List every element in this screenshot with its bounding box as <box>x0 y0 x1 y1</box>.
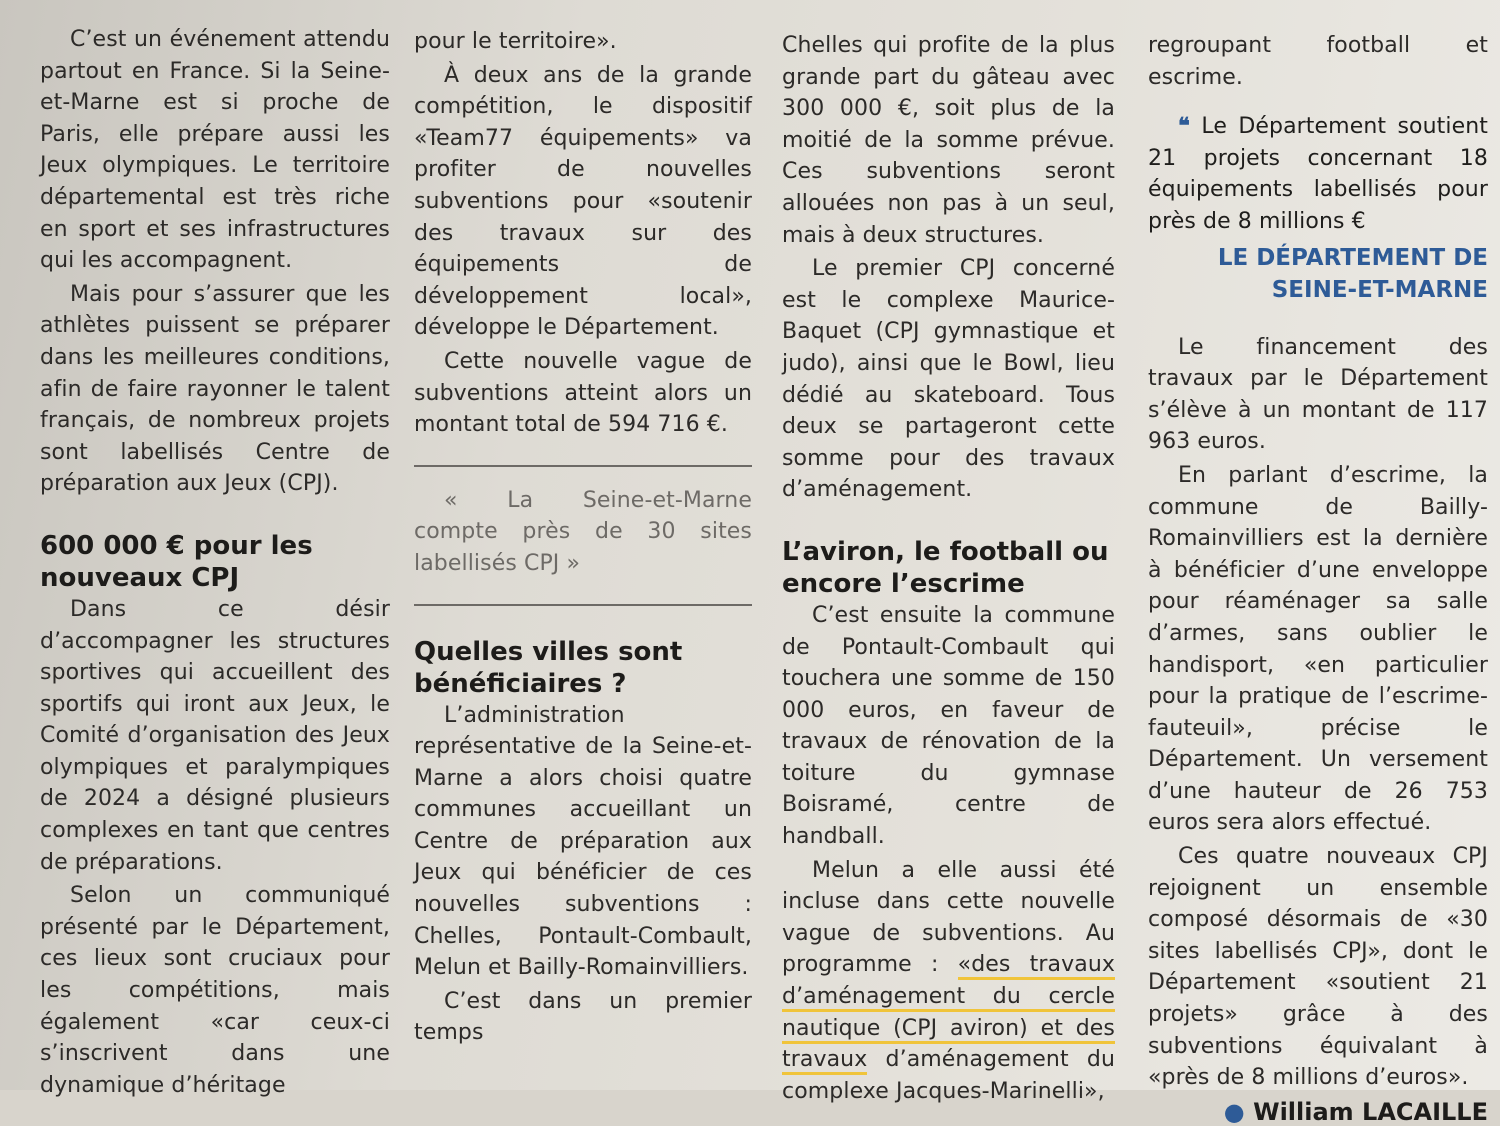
paragraph: En parlant d’escrime, la commune de Bailly-Romainvilliers est la dernière à bénéficier d’une enveloppe pour réaménager sa salle d’armes, sans oublier le handisport, «en particulier pour la pratique de l’escrime-fauteuil», précise le Département. Un versement d’une hauteur de 26 753 euros sera alors effectué. <box>1148 462 1488 836</box>
pull-quote: « La Seine-et-Marne compte près de 30 sites labellisés CPJ » <box>414 487 752 576</box>
paragraph: C’est ensuite la commune de Pontault-Combault qui touchera une somme de 150 000 euros, en faveur de travaux de rénovation de la toiture du gymnase Boisramé, centre de handball. <box>782 602 1115 850</box>
paragraph: regroupant football et escrime. <box>1148 33 1488 90</box>
paragraph: Cette nouvelle vague de subventions atteint alors un montant total de 594 716 €. <box>414 348 752 438</box>
paragraph: Selon un communiqué présenté par le Département, ces lieux sont cruciaux pour les compétitions, mais également «car ceux-ci s’inscrivent dans une dynamique d’héritage <box>40 883 390 1098</box>
paragraph: C’est dans un premier temps <box>414 988 752 1046</box>
paragraph <box>782 855 1115 1108</box>
paragraph: Ces quatre nouveaux CPJ rejoignent un ensemble composé désormais de «30 sites labellisés CPJ», dont le Département «soutient 21 projets» grâce à des subventions équivalant à «près de 8 millions d’euros». <box>1148 844 1488 1091</box>
paragraph-text: d’aménagement du complexe Jacques-Marinelli», <box>782 1047 1115 1104</box>
column-3 <box>782 30 1115 1107</box>
subheading: L’aviron, le football ou encore l’escrime <box>782 536 1109 599</box>
highlighted-quote: «des travaux d’aménagement du cercle nautique (CPJ aviron) et des travaux <box>782 952 1115 1075</box>
paragraph: L’administration représentative de la Seine-et-Marne a alors choisi quatre communes accueillant un Centre de préparation aux Jeux qui bénéficier de ces nouvelles subventions : Chelles, Pontault-Combault, Melun et Bailly-Romainvilliers. <box>414 702 752 981</box>
paragraph: C’est un événement attendu partout en France. Si la Seine-et-Marne est si proche de Paris, elle prépare aussi les Jeux olympiques. Le territoire départemental est très riche en sport et ses infrastructures qui les accompagnent. <box>40 27 390 274</box>
quote-source: LE DÉPARTEMENT DE SEINE-ET-MARNE <box>1217 244 1488 303</box>
column-4 <box>1148 30 1488 1126</box>
paragraph: Dans ce désir d’accompagner les structures sportives qui accueillent des sportifs qui iront aux Jeux, le Comité d’organisation des Jeux olympiques et paralympiques de 2024 a désigné plusieurs complexes en tant que centres de préparations. <box>40 596 390 875</box>
paragraph: Le financement des travaux par le Département s’élève à un montant de 117 963 euros. <box>1148 334 1488 455</box>
paragraph: pour le territoire». <box>414 29 617 54</box>
quote-mark-icon: ❝ <box>1178 113 1190 140</box>
paragraph: Le premier CPJ concerné est le complexe Maurice-Baquet (CPJ gymnastique et judo), ainsi que le Bowl, lieu dédié au skateboard. Tous deux se partageront cette somme pour des travaux d’aménagement. <box>782 256 1115 503</box>
column-1 <box>40 24 390 1101</box>
highlight-quote <box>1148 111 1488 237</box>
paragraph: Mais pour s’assurer que les athlètes puissent se préparer dans les meilleures conditions, afin de faire rayonner le talent français, de nombreux projets sont labellisés Centre de préparation aux Jeux (CPJ). <box>40 281 390 497</box>
subheading: 600 000 € pour les nouveaux CPJ <box>40 530 313 593</box>
paragraph: À deux ans de la grande compétition, le dispositif «Team77 équipements» va profiter de nouvelles subventions pour «soutenir des travaux sur des équipements de développement local», développe le Département. <box>414 62 752 341</box>
bullet-icon: ● <box>1223 1097 1245 1126</box>
paragraph: Chelles qui profite de la plus grande part du gâteau avec 300 000 €, soit plus de la moitié de la somme prévue. Ces subventions seront allouées non pas à un seul, mais à deux structures. <box>782 33 1115 248</box>
author-byline <box>1148 1098 1488 1126</box>
divider <box>414 465 752 467</box>
author-name: William LACAILLE <box>1253 1097 1488 1126</box>
column-2 <box>414 26 752 1049</box>
subheading: Quelles villes sont bénéficiaires ? <box>414 636 683 699</box>
divider <box>414 604 752 606</box>
quote-text: Le Département soutient 21 projets concernant 18 équipements labellisés pour près de 8 millions € <box>1148 114 1488 234</box>
paragraph-text: Melun a elle aussi été incluse dans cette nouvelle vague de subventions. Au programme : <box>782 857 1115 978</box>
